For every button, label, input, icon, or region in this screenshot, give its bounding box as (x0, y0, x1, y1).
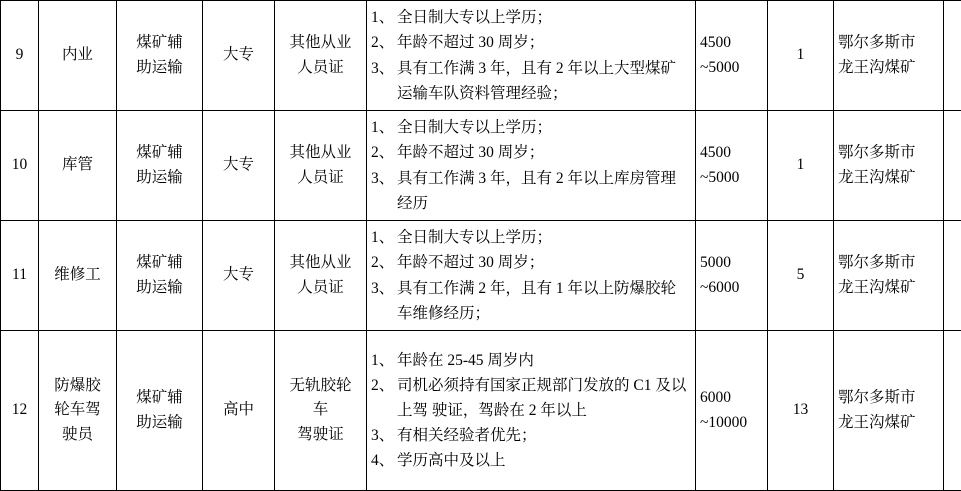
requirement-number: 2、 (371, 373, 397, 398)
certificate-line: 其他从业 (279, 141, 362, 165)
salary-line: 4500 (700, 31, 763, 55)
salary-line: ~6000 (700, 276, 763, 300)
work-location (834, 221, 944, 331)
headcount: 13 (768, 331, 834, 491)
employer-unit (117, 1, 203, 111)
salary-range (696, 1, 768, 111)
requirements (367, 111, 696, 221)
requirements (367, 331, 696, 491)
certificate-line: 人员证 (279, 56, 362, 80)
requirement-number: 2、 (371, 250, 397, 275)
requirement-text: 具有工作满 3 年，且有 2 年以上库房管理经历 (397, 166, 691, 216)
table-row (1, 1, 961, 111)
unit-line: 煤矿辅 (121, 386, 198, 410)
table-row (1, 221, 961, 331)
employer-unit (117, 331, 203, 491)
education-line: 大专 (207, 43, 270, 67)
requirement-item (371, 140, 691, 165)
education-level (203, 111, 275, 221)
table-body (1, 1, 961, 491)
certificate-line: 其他从业 (279, 31, 362, 55)
requirement-list (371, 5, 691, 105)
certificate (275, 221, 367, 331)
certificate (275, 111, 367, 221)
requirement-item (371, 423, 691, 448)
requirement-item (371, 166, 691, 216)
location-line: 龙王沟煤矿 (838, 56, 939, 80)
post-name (39, 111, 117, 221)
salary-line: 4500 (700, 141, 763, 165)
requirement-number: 4、 (371, 448, 397, 473)
requirement-number: 1、 (371, 115, 397, 140)
unit-line: 助运输 (121, 56, 198, 80)
location-line: 龙王沟煤矿 (838, 276, 939, 300)
requirement-item (371, 448, 691, 473)
post-line: 轮车驾 (43, 398, 112, 422)
unit-line: 助运输 (121, 411, 198, 435)
post-line: 内业 (43, 43, 112, 67)
headcount: 1 (768, 111, 834, 221)
table-row (1, 331, 961, 491)
requirement-text: 全日制大专以上学历； (397, 5, 691, 30)
unit-line: 助运输 (121, 276, 198, 300)
location-line: 鄂尔多斯市 (838, 386, 939, 410)
headcount: 1 (768, 1, 834, 111)
post-line: 防爆胶 (43, 374, 112, 398)
education-line: 高中 (207, 398, 270, 422)
requirement-number: 1、 (371, 225, 397, 250)
headcount: 5 (768, 221, 834, 331)
row-number: 11 (1, 221, 39, 331)
certificate-line: 人员证 (279, 276, 362, 300)
employer-unit (117, 111, 203, 221)
requirement-text: 年龄不超过 30 周岁； (397, 30, 691, 55)
location-line: 鄂尔多斯市 (838, 31, 939, 55)
post-name (39, 1, 117, 111)
requirement-number: 3、 (371, 56, 397, 81)
certificate-line: 其他从业 (279, 251, 362, 275)
work-location (834, 111, 944, 221)
certificate (275, 331, 367, 491)
requirement-list (371, 115, 691, 215)
certificate-line: 驾驶证 (279, 423, 362, 447)
requirement-text: 全日制大专以上学历； (397, 225, 691, 250)
education-level (203, 1, 275, 111)
location-line: 鄂尔多斯市 (838, 251, 939, 275)
requirement-item (371, 250, 691, 275)
requirement-item (371, 276, 691, 326)
salary-range (696, 221, 768, 331)
requirements (367, 1, 696, 111)
requirement-text: 司机必须持有国家正规部门发放的 C1 及以上驾 驶证，驾龄在 2 年以上 (397, 373, 691, 423)
extra-cell (944, 111, 961, 221)
certificate-line: 车 (279, 398, 362, 422)
post-line: 驶员 (43, 423, 112, 447)
requirement-text: 具有工作满 2 年，且有 1 年以上防爆胶轮车维修经历； (397, 276, 691, 326)
extra-cell (944, 1, 961, 111)
employer-unit (117, 221, 203, 331)
salary-line: ~5000 (700, 166, 763, 190)
education-line: 大专 (207, 153, 270, 177)
salary-range (696, 111, 768, 221)
requirement-text: 全日制大专以上学历； (397, 115, 691, 140)
requirement-number: 2、 (371, 30, 397, 55)
requirement-text: 年龄在 25-45 周岁内 (397, 348, 691, 373)
requirement-number: 3、 (371, 166, 397, 191)
certificate-line: 无轨胶轮 (279, 374, 362, 398)
unit-line: 煤矿辅 (121, 31, 198, 55)
requirement-list (371, 225, 691, 325)
requirements (367, 221, 696, 331)
requirement-item (371, 30, 691, 55)
row-number: 10 (1, 111, 39, 221)
education-level (203, 221, 275, 331)
requirement-text: 学历高中及以上 (397, 448, 691, 473)
salary-line: ~10000 (700, 411, 763, 435)
education-level (203, 331, 275, 491)
unit-line: 煤矿辅 (121, 141, 198, 165)
education-line: 大专 (207, 263, 270, 287)
post-line: 维修工 (43, 263, 112, 287)
unit-line: 助运输 (121, 166, 198, 190)
requirement-list (371, 348, 691, 474)
row-number: 9 (1, 1, 39, 111)
requirement-item (371, 373, 691, 423)
work-location (834, 331, 944, 491)
table-row (1, 111, 961, 221)
requirement-item (371, 225, 691, 250)
post-name (39, 221, 117, 331)
location-line: 龙王沟煤矿 (838, 166, 939, 190)
requirement-text: 年龄不超过 30 周岁； (397, 250, 691, 275)
requirement-item (371, 348, 691, 373)
requirement-number: 3、 (371, 276, 397, 301)
salary-line: ~5000 (700, 56, 763, 80)
extra-cell (944, 331, 961, 491)
requirement-item (371, 56, 691, 106)
requirement-text: 具有工作满 3 年，且有 2 年以上大型煤矿运输车队资料管理经验； (397, 56, 691, 106)
requirement-text: 有相关经验者优先； (397, 423, 691, 448)
requirement-number: 3、 (371, 423, 397, 448)
requirement-number: 2、 (371, 140, 397, 165)
requirement-number: 1、 (371, 348, 397, 373)
requirement-number: 1、 (371, 5, 397, 30)
salary-line: 6000 (700, 386, 763, 410)
location-line: 龙王沟煤矿 (838, 411, 939, 435)
salary-range (696, 331, 768, 491)
work-location (834, 1, 944, 111)
location-line: 鄂尔多斯市 (838, 141, 939, 165)
requirement-item (371, 115, 691, 140)
salary-line: 5000 (700, 251, 763, 275)
extra-cell (944, 221, 961, 331)
requirement-item (371, 5, 691, 30)
requirement-text: 年龄不超过 30 周岁； (397, 140, 691, 165)
row-number: 12 (1, 331, 39, 491)
certificate-line: 人员证 (279, 166, 362, 190)
unit-line: 煤矿辅 (121, 251, 198, 275)
post-name (39, 331, 117, 491)
certificate (275, 1, 367, 111)
post-line: 库管 (43, 153, 112, 177)
